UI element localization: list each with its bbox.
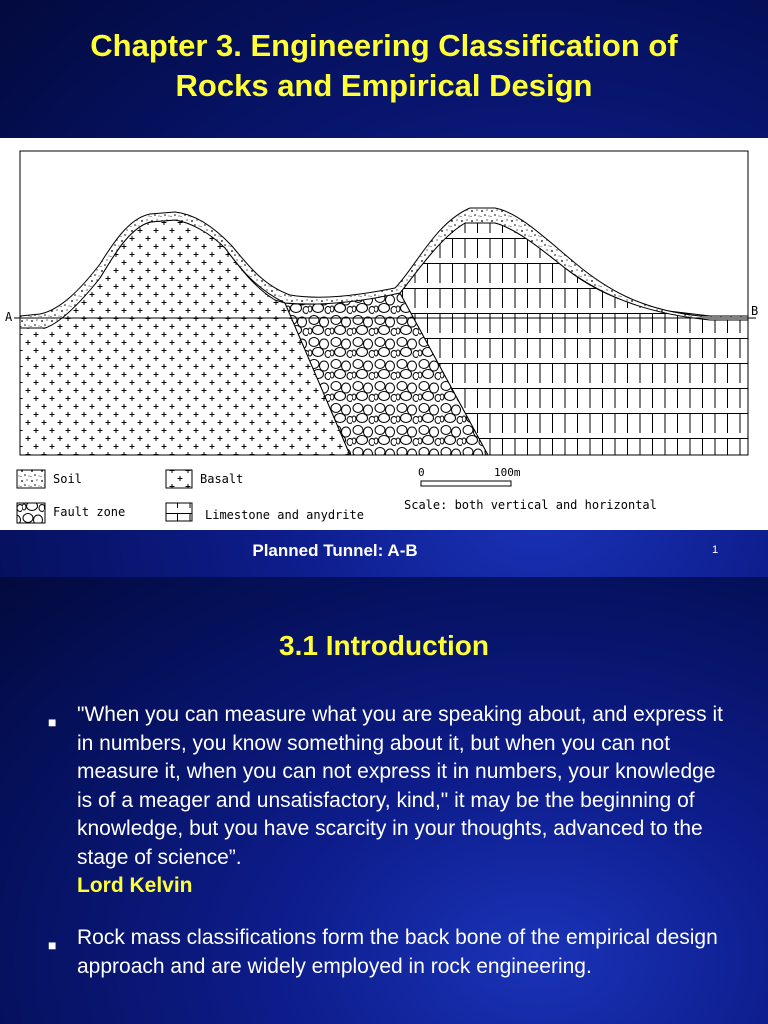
cross-section-svg bbox=[0, 138, 768, 530]
scale-zero: 0 bbox=[418, 466, 425, 479]
diagram-caption: Planned Tunnel: A-B bbox=[252, 541, 418, 560]
label-b: B bbox=[751, 304, 759, 318]
bullet-text-block: Rock mass classifications form the back bone of the empirical design approach and are widely employed in rock engineering. bbox=[77, 926, 718, 978]
legend-limestone-label: Limestone and anydrite bbox=[205, 508, 364, 522]
slide-title-line-1: Chapter 3. Engineering Classification of bbox=[90, 28, 678, 63]
legend-soil-label: Soil bbox=[53, 472, 82, 486]
slide-2 bbox=[0, 577, 768, 1024]
legend-fault-swatch bbox=[17, 503, 45, 523]
legend-soil-swatch bbox=[17, 470, 45, 488]
scale-end: 100m bbox=[494, 466, 521, 479]
quote-text: "When you can measure what you are speaking about, and express it in numbers, you know something about it, but when you can not measure it, when you can not express it in numbers, your knowledge is of a meager and unsatisfactory, kind," it may be the beginning of knowledge, but you have scarcity in your thoughts, advanced to the stage of science”. bbox=[77, 703, 723, 869]
scale-bar bbox=[421, 481, 511, 486]
legend-fault-label: Fault zone bbox=[53, 505, 126, 519]
quote-author: Lord Kelvin bbox=[77, 874, 193, 897]
legend-basalt-label: Basalt bbox=[200, 472, 244, 486]
legend-basalt-swatch bbox=[166, 470, 192, 488]
bullet-square-icon: ■ bbox=[48, 714, 57, 730]
slide-title-line-2: Rocks and Empirical Design bbox=[175, 68, 593, 103]
scale-note: Scale: both vertical and horizontal bbox=[404, 498, 657, 512]
label-a: A bbox=[5, 310, 13, 324]
page-number: 1 bbox=[712, 544, 719, 556]
section-title: 3.1 Introduction bbox=[279, 630, 489, 661]
legend-limestone-swatch bbox=[166, 503, 192, 521]
bullet-square-icon: ■ bbox=[48, 937, 57, 953]
bullet-text-block bbox=[77, 701, 725, 901]
geological-cross-section bbox=[0, 138, 768, 530]
